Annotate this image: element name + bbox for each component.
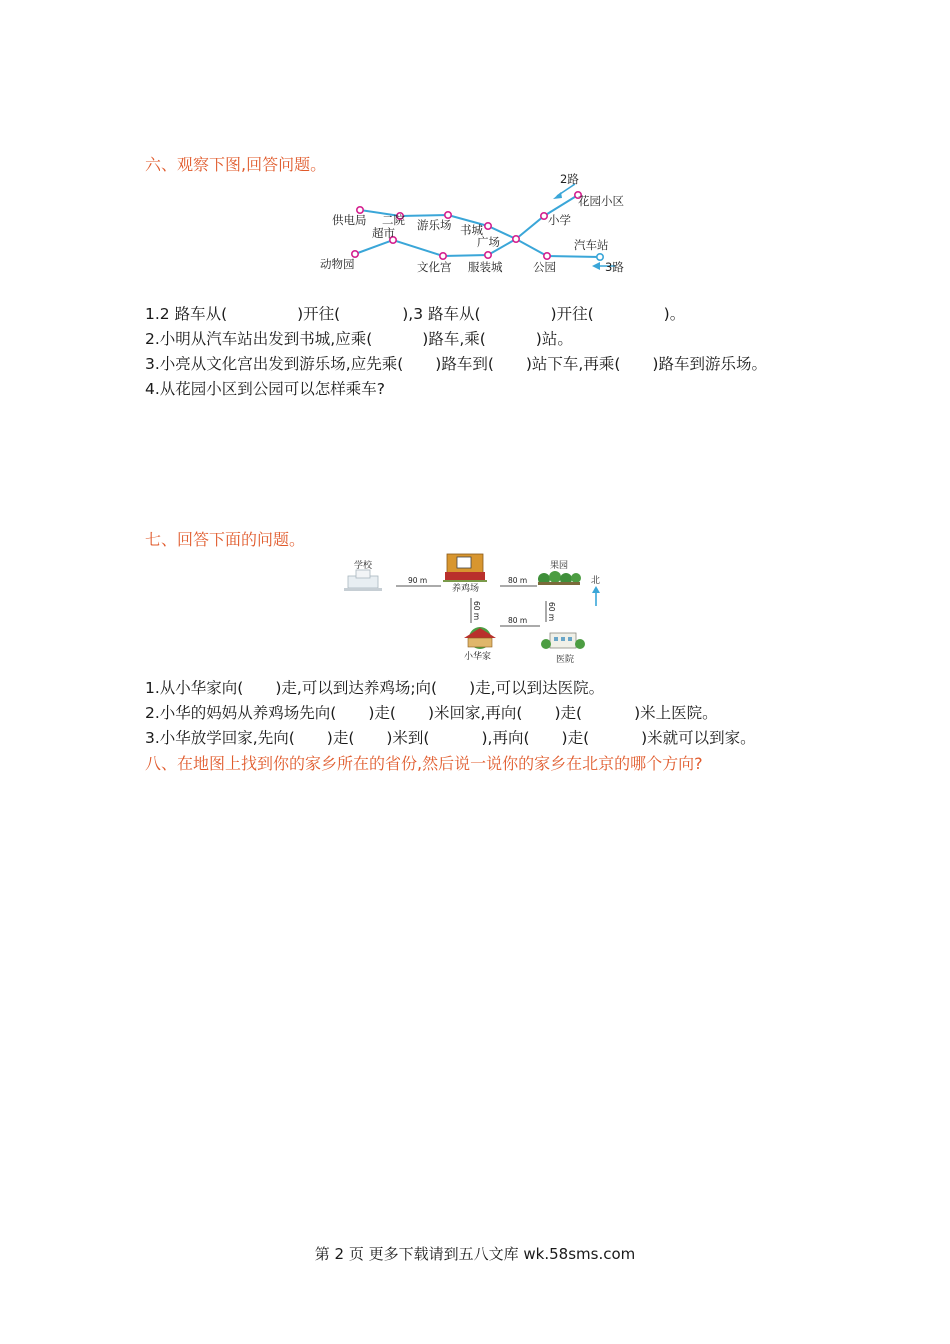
label-huayuan: 花园小区 xyxy=(578,194,624,208)
stop-xiaoxue xyxy=(541,213,547,219)
section6-heading: 六、观察下图,回答问题。 xyxy=(145,155,327,174)
label-orchard: 果园 xyxy=(550,561,569,571)
label-shucheng: 书城 xyxy=(460,223,483,237)
orchard-icon xyxy=(538,571,581,585)
label-chaoshi: 超市 xyxy=(372,226,395,240)
north-arrow-icon xyxy=(592,586,600,606)
stop-guangchang xyxy=(513,236,519,242)
footer-page: 第 2 页 xyxy=(314,1245,364,1263)
stop-qichezhan xyxy=(597,254,603,260)
label-gongdianju: 供电局 xyxy=(332,213,367,227)
label-home: 小华家 xyxy=(464,652,492,662)
s7-question-1: 1.从小华家向( )走,可以到达养鸡场;向( )走,可以到达医院。 xyxy=(145,679,605,697)
label-youlechang: 游乐场 xyxy=(417,218,452,232)
label-hospital: 医院 xyxy=(556,655,575,665)
route3-label: 3路 xyxy=(605,260,624,274)
s6-question-3: 3.小亮从文化宫出发到游乐场,应先乘( )路车到( )站下车,再乘( )路车到游乐场。 xyxy=(145,355,767,373)
s6-question-4: 4.从花园小区到公园可以怎样乘车? xyxy=(145,380,386,398)
stop-gongyuan xyxy=(544,253,550,259)
section8-heading: 八、在地图上找到你的家乡所在的省份,然后说一说你的家乡在北京的哪个方向? xyxy=(145,754,703,773)
hospital-icon xyxy=(541,633,585,649)
dist-farm-home: 60 m xyxy=(472,601,481,621)
page-footer xyxy=(0,1243,950,1264)
home-icon xyxy=(464,627,496,649)
footer-site: wk.58sms.com xyxy=(523,1245,636,1263)
dist-home-hospital: 80 m xyxy=(508,616,528,625)
route2-label: 2路 xyxy=(560,172,579,186)
direction-map xyxy=(340,546,610,668)
school-icon xyxy=(344,570,382,591)
stop-wenhuagong xyxy=(440,253,446,259)
s6-question-1: 1.2 路车从( )开往( ),3 路车从( )开往( )。 xyxy=(145,305,686,323)
dist-school-farm: 90 m xyxy=(408,576,428,585)
label-wenhuagong: 文化宫 xyxy=(417,260,452,274)
label-guangchang: 广场 xyxy=(477,235,500,249)
section7-heading: 七、回答下面的问题。 xyxy=(145,530,306,549)
bus-route-map xyxy=(310,168,640,280)
s7-question-2: 2.小华的妈妈从养鸡场先向( )走( )米回家,再向( )走( )米上医院。 xyxy=(145,704,718,722)
farm-icon xyxy=(443,554,487,582)
s6-question-2: 2.小明从汽车站出发到书城,应乘( )路车,乘( )站。 xyxy=(145,330,573,348)
label-dongwuyuan: 动物园 xyxy=(320,257,355,271)
label-qichezhan: 汽车站 xyxy=(574,238,609,252)
label-xiaoxue: 小学 xyxy=(548,213,571,227)
label-fuzhuangcheng: 服装城 xyxy=(468,260,503,274)
dist-farm-orchard: 80 m xyxy=(508,576,528,585)
label-farm: 养鸡场 xyxy=(452,584,480,594)
label-eryuan: 二院 xyxy=(382,213,405,227)
s7-question-3: 3.小华放学回家,先向( )走( )米到( ),再向( )走( )米就可以到家。 xyxy=(145,729,756,747)
footer-text: 更多下载请到五八文库 xyxy=(368,1245,519,1263)
label-gongyuan: 公园 xyxy=(533,260,556,274)
label-north: 北 xyxy=(591,576,601,586)
stop-fuzhuangcheng xyxy=(485,252,491,258)
stop-shucheng xyxy=(485,223,491,229)
dist-orchard-hospital: 60 m xyxy=(547,602,556,622)
label-school: 学校 xyxy=(354,561,373,571)
